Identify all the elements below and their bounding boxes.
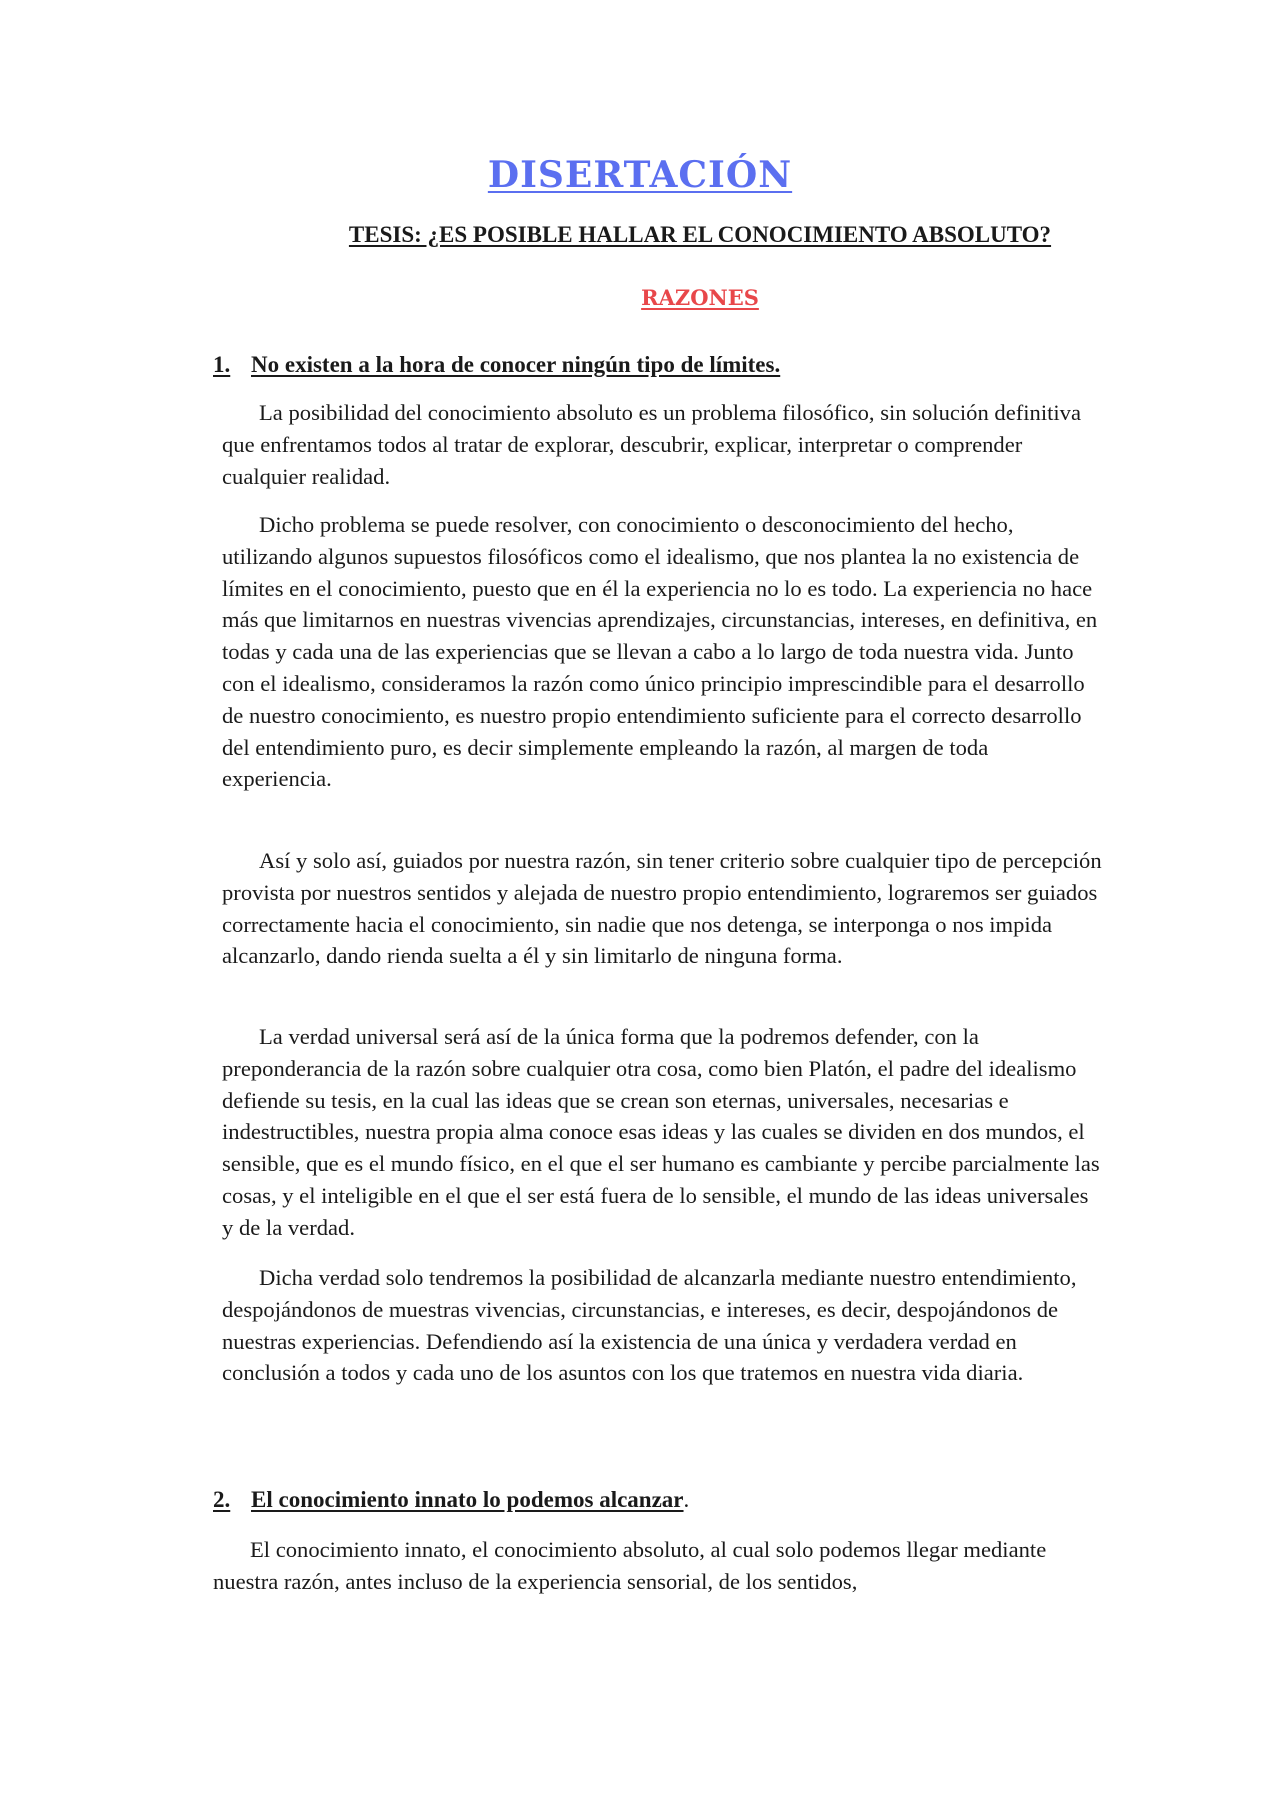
document-title: DISERTACIÓN: [487, 154, 793, 196]
thesis-text: TESIS: ¿ES POSIBLE HALLAR EL CONOCIMIENTO ABSOLUTO?: [348, 222, 1052, 247]
section-1-title: No existen a la hora de conocer ningún tipo de límites.: [251, 352, 781, 377]
section-2-number: 2.: [213, 1487, 231, 1512]
paragraph: La verdad universal será así de la única forma que la podremos defender, con la preponderancia de la razón sobre cualquier otra cosa, como bien Platón, el padre del idealismo defiende su tesis, en la cual las ideas que se crean son eternas, universales, necesarias e indestructibles, nuestra propia alma conoce esas ideas y las cuales se dividen en dos mundos, el sensible, que es el mundo físico, en el que el ser humano es cambiante y percibe parcialmente las cosas, y el inteligible en el que el ser está fuera de lo sensible, el mundo de las ideas universales y de la verdad.: [222, 1024, 1100, 1240]
reasons-heading: [0, 283, 1280, 313]
paragraph: Así y solo así, guiados por nuestra razón, sin tener criterio sobre cualquier tipo de percepción provista por nuestros sentidos y alejada de nuestro propio entendimiento, lograremos ser guiados correctamente hacia el conocimiento, sin nadie que nos detenga, se interponga o nos impida alcanzarlo, dando rienda suelta a él y sin limitarlo de ninguna forma.: [222, 848, 1102, 969]
section-2-heading: [213, 1485, 689, 1515]
section-2-title-trail: .: [683, 1487, 690, 1512]
paragraph: El conocimiento innato, el conocimiento absoluto, al cual solo podemos llegar mediante nuestra razón, antes incluso de la experiencia sensorial, de los sentidos,: [213, 1537, 1047, 1594]
section-2-title: El conocimiento innato lo podemos alcanzar: [251, 1487, 684, 1512]
section-1-heading: [213, 350, 780, 380]
thesis-heading: [0, 220, 1280, 250]
paragraph: Dicha verdad solo tendremos la posibilidad de alcanzarla mediante nuestro entendimiento, despojándonos de muestras vivencias, circunstancias, e intereses, es decir, despojándonos de nuestras experiencias. Defendiendo así la existencia de una única y verdadera verdad en conclusión a todos y cada uno de los asuntos con los que tratemos en nuestra vida diaria.: [222, 1265, 1077, 1386]
reasons-text: RAZONES: [641, 285, 759, 310]
section-1-number: 1.: [213, 352, 231, 377]
paragraph: La posibilidad del conocimiento absoluto es un problema filosófico, sin solución definitiva que enfrentamos todos al tratar de explorar, descubrir, explicar, interpretar o comprender cualquier realidad.: [222, 400, 1082, 489]
paragraph: Dicho problema se puede resolver, con conocimiento o desconocimiento del hecho, utilizando algunos supuestos filosóficos como el idealismo, que nos plantea la no existencia de límites en el conocimiento, puesto que en él la experiencia no lo es todo. La experiencia no hace más que limitarnos en nuestras vivencias aprendizajes, circunstancias, intereses, en definitiva, en todas y cada una de las experiencias que se llevan a cabo a lo largo de toda nuestra vida. Junto con el idealismo, consideramos la razón como único principio imprescindible para el desarrollo de nuestro conocimiento, es nuestro propio entendimiento suficiente para el correcto desarrollo del entendimiento puro, es decir simplemente empleando la razón, al margen de toda experiencia.: [222, 512, 1098, 792]
